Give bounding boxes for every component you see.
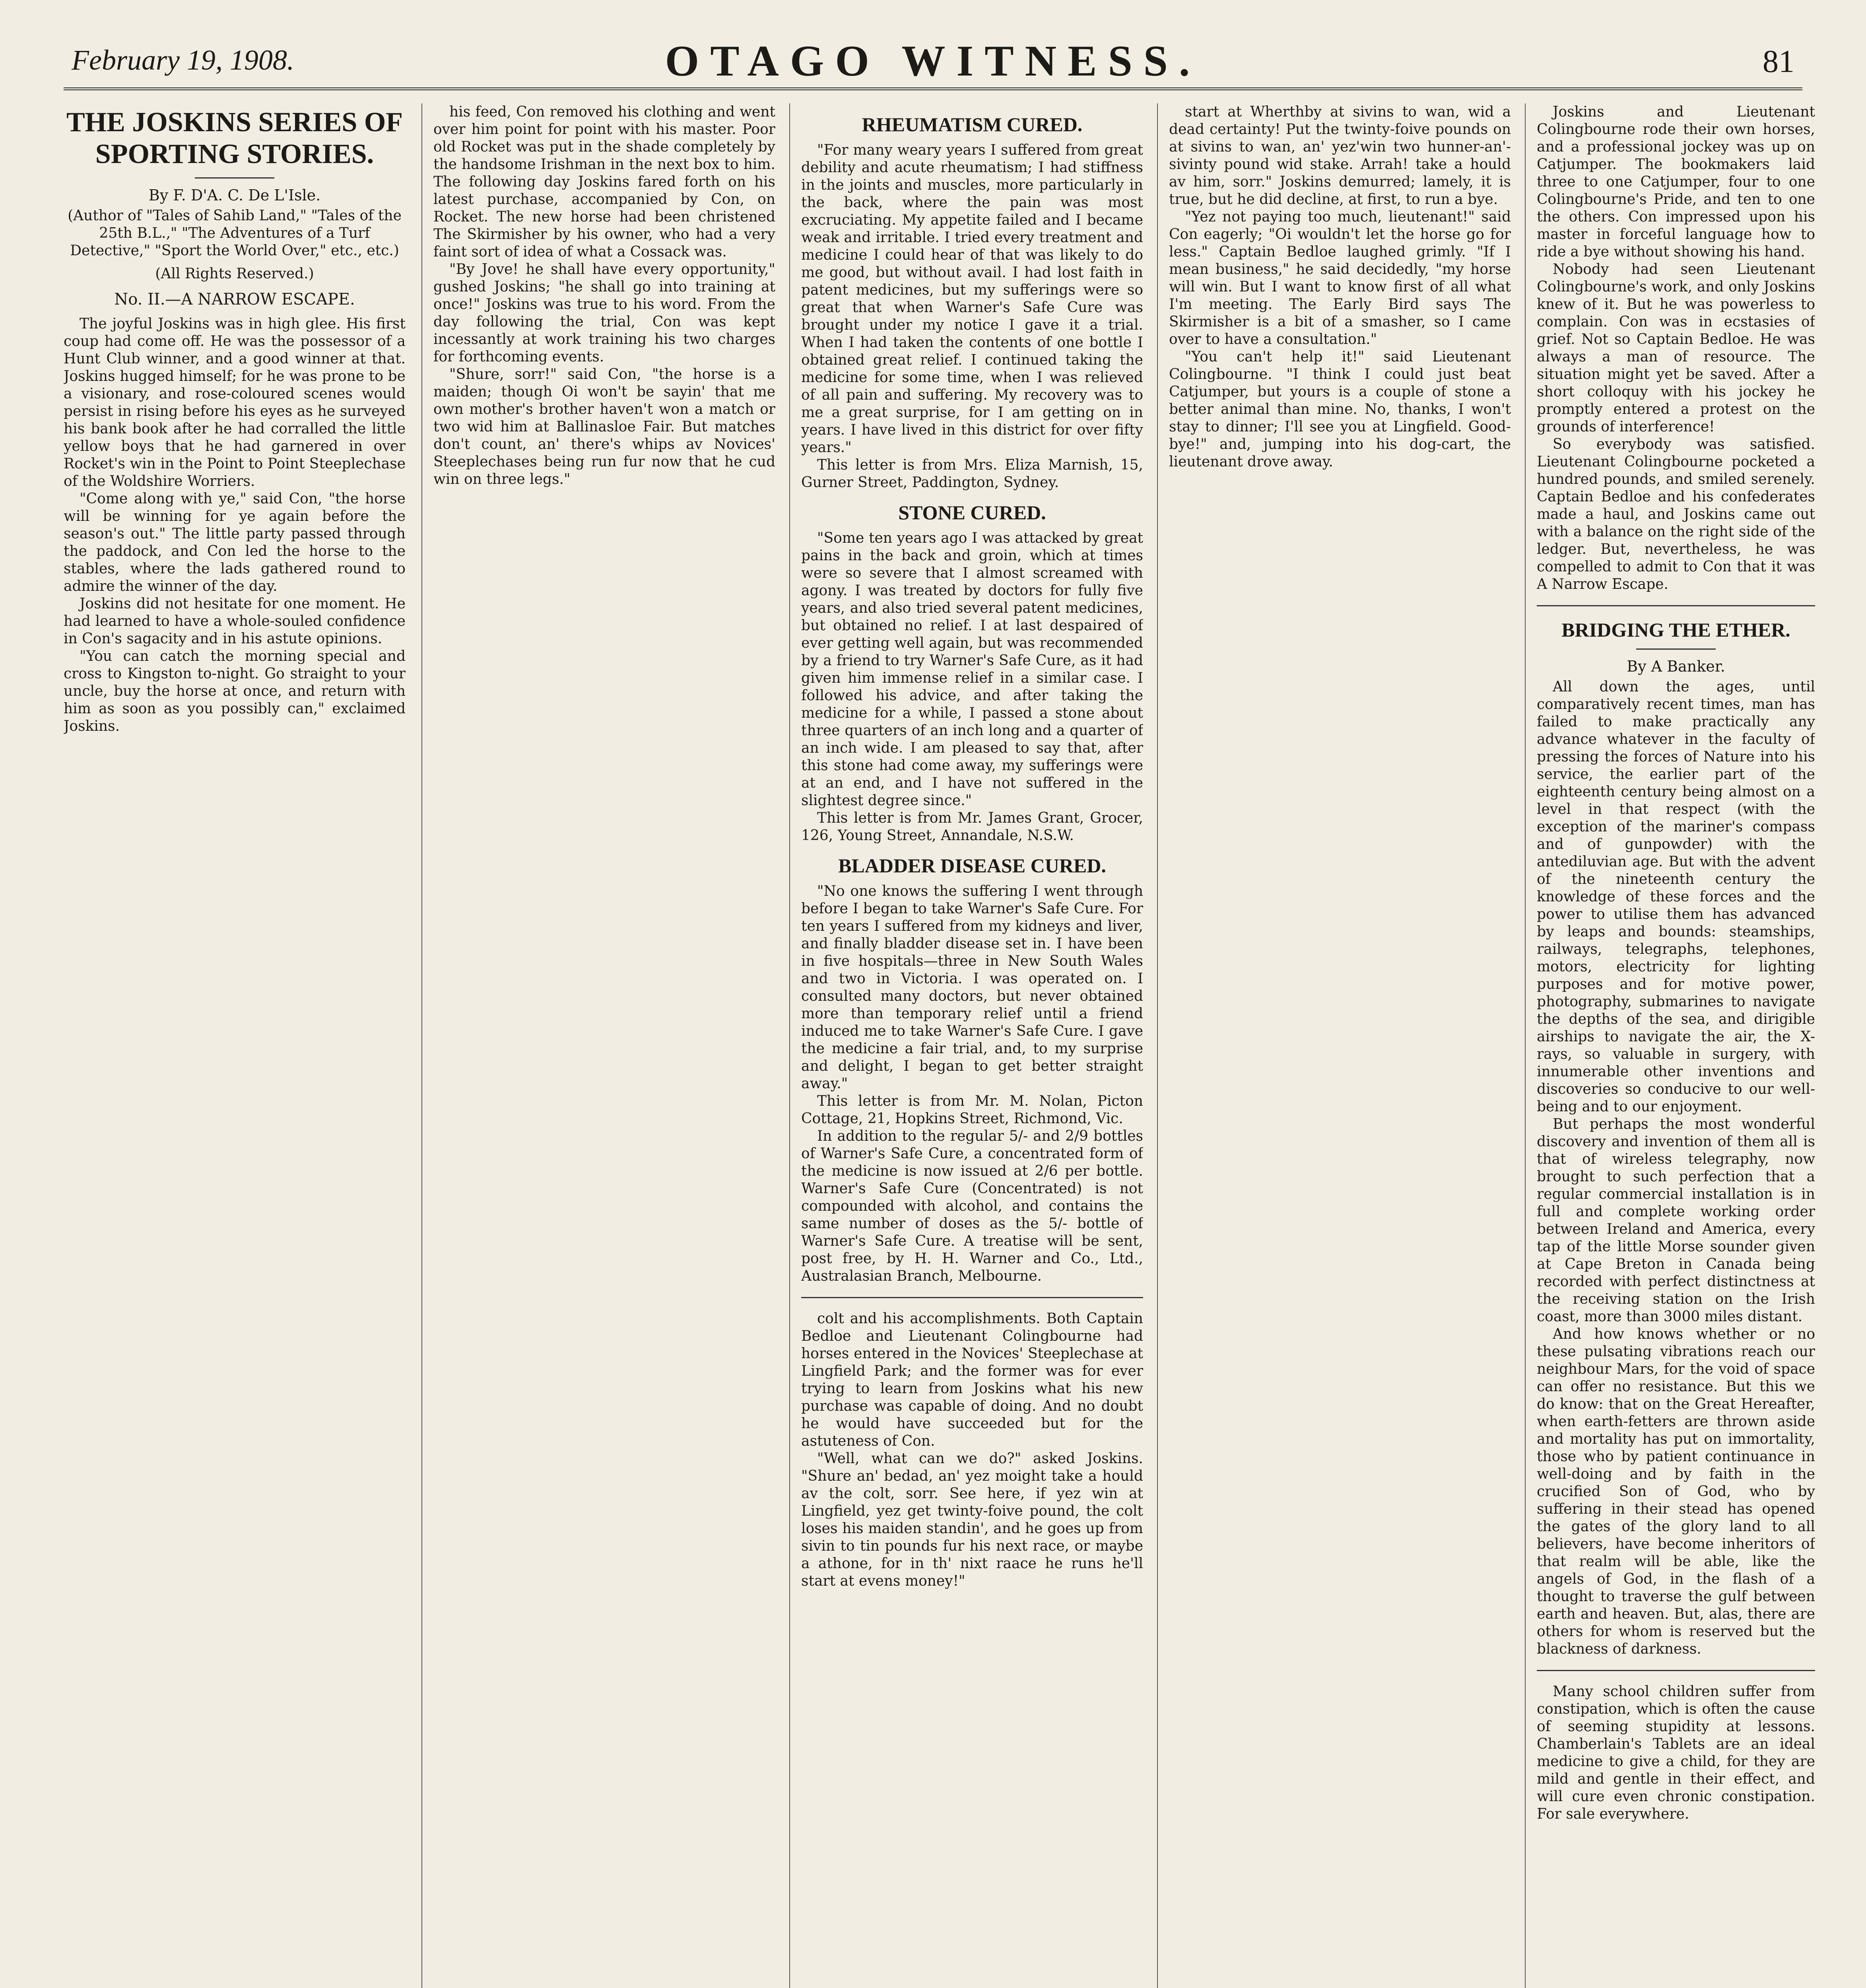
rights-note: (All Rights Reserved.) bbox=[155, 266, 314, 282]
article-byline: By A Banker. bbox=[1627, 658, 1725, 675]
article-paragraph: All down the ages, until comparatively recent times, man has failed to make practically any advance whatever in the faculty of pressing the forces of Nature into his service, the earlier part of the eighteenth century being almost on a level in that respect (with the exception of the mariner's compass and of gunpowder) with the antediluvian age. But with the advent of the nineteenth century the knowledge of these forces and the power to utilise them has advanced by leaps and bounds: steamships, railways, telegraphs, telephones, motors, electricity for lighting purposes and for motive power, photography, submarines to navigate the depths of the sea, and dirigible airships to navigate the air, the X-rays, so valuable in surgery, with innumerable other inventions and discoveries so conducive to our well-being and to our enjoyment. bbox=[1537, 679, 1815, 1115]
ad-paragraph: Many school children suffer from constipation, which is often the cause of seeming stupidity at lessons. Chamberlain's Tablets are an ideal medicine to give a child, for they are mild and gentle in their effect, and will cure even chronic constipation. For sale everywhere. bbox=[1537, 1683, 1815, 1822]
story-paragraph: Joskins did not hesitate for one moment. He had learned to have a whole-souled confidence in Con's sagacity and in his astute opinions. bbox=[64, 596, 406, 647]
ad-signature: This letter is from Mr. James Grant, Grocer, 126, Young Street, Annandale, N.S.W. bbox=[801, 810, 1143, 844]
story-paragraph: "You can't help it!" said Lieutenant Colingbourne. "I think I could just beat Catjumper, but yours is a couple of stone a better animal than mine. No, thanks, I won't stay to dinner; I'll see you at Lingfield. Good-bye!" and, jumping into his dog-cart, the lieutenant drove away. bbox=[1169, 349, 1511, 470]
divider bbox=[1636, 648, 1716, 650]
story-paragraph: his feed, Con removed his clothing and went over him point for point with his master. Poor old Rocket was put in the shade completely by the handsome Irishman in the next box to him. The following day Joskins fared forth on his latest purchase, accompanied by Con, on Rocket. The new horse had been christened The Skirmisher by his owner, who had a very faint sort of idea of what a Cossack was. bbox=[433, 104, 775, 260]
ad-signature: This letter is from Mrs. Eliza Marnish, 15, Gurner Street, Paddington, Sydney. bbox=[801, 457, 1143, 491]
article-paragraph: But perhaps the most wonderful discovery and invention of them all is that of wireless telegraphy, now brought to such perfection that a regular commercial installation is in full and complete working order between Ireland and America, every tap of the little Morse sounder given at Cape Breton in Canada being recorded with perfect distinctness at the receiving station on the Irish coast, more than 3000 miles distant. bbox=[1537, 1116, 1815, 1325]
column-4 bbox=[1169, 103, 1511, 1988]
column-rule bbox=[789, 103, 790, 1988]
author-note: (Author of "Tales of Sahib Land," "Tales of the 25th B.L.," "The Adventures of a Turf Detective," "Sport the World Over," etc., etc.) bbox=[68, 208, 402, 259]
story-paragraph: "Come along with ye," said Con, "the horse will be winning for ye again before the season's out." The little party passed through the paddock, and Con led the horse to the stables, where the lads gathered round to admire the winner of the day. bbox=[64, 491, 406, 594]
story-paragraph: "Yez not paying too much, lieutenant!" said Con eagerly; "Oi wouldn't let the horse go for less." Captain Bedloe laughed grimly. "If I mean business," he said decidedly, "my horse will win. But I want to know first of all what I'm meeting. The Early Bird says The Skirmisher is a bit of a smasher, so I came over to have a consultation." bbox=[1169, 209, 1511, 348]
ad-paragraph: "For many weary years I suffered from great debility and acute rheumatism; I had stiffness in the joints and muscles, more particularly in the back, where the pain was most excruciating. My appetite failed and I became weak and irritable. I tried every treatment and medicine I could hear of that was likely to do me good, but without avail. I had lost faith in patent medicines, but my sufferings were so great that when Warner's Safe Cure was brought under my notice I gave it a trial. When I had taken the contents of one bottle I obtained great relief. I continued taking the medicine for some time, when I was relieved of all pain and suffering. My recovery was to me a great surprise, for I am getting on in years. I have lived in this district for over fifty years." bbox=[801, 142, 1143, 456]
divider bbox=[801, 1297, 1143, 1298]
story-paragraph: "You can catch the morning special and cross to Kingston to-night. Go straight to your uncle, buy the horse at once, and return with him as soon as you possibly can," exclaimed Joskins. bbox=[64, 648, 406, 734]
divider bbox=[195, 177, 274, 179]
ad-paragraph: "Some ten years ago I was attacked by great pains in the back and groin, which at times were so severe that I almost screamed with agony. I was treated by doctors for fully five years, and also tried several patent medicines, but obtained no relief. I at last despaired of ever getting well again, but was recommended by a friend to try Warner's Safe Cure, as it had given him immense relief in a similar case. I followed his advice, and after taking the medicine for a while, I passed a stone about three quarters of an inch long and a quarter of an inch wide. I am pleased to say that, after this stone had come away, my sufferings were at an end, and I have not suffered in the slightest degree since." bbox=[801, 530, 1143, 809]
column-rule bbox=[1157, 103, 1158, 1988]
divider bbox=[1537, 1670, 1815, 1671]
story-paragraph: Joskins and Lieutenant Colingbourne rode their own horses, and a professional jockey was up on Catjumper. The bookmakers laid three to one Catjumper, four to one Colingbourne's Pride, and ten to one the others. Con impressed upon his master in forceful language how to ride a bye without showing his hand. bbox=[1537, 104, 1815, 260]
column-3 bbox=[801, 103, 1143, 1988]
story-title: THE JOSKINS SERIES OF SPORTING STORIES. bbox=[66, 107, 403, 169]
page-number: 81 bbox=[1763, 44, 1794, 79]
story-paragraph: colt and his accomplishments. Both Captain Bedloe and Lieutenant Colingbourne had horses entered in the Novices' Steeplechase at Lingfield Park; and the former was for ever trying to learn from Joskins what his new purchase was capable of doing. And no doubt he would have succeeded but for the astuteness of Con. bbox=[801, 1310, 1143, 1449]
ad-paragraph: In addition to the regular 5/- and 2/9 bottles of Warner's Safe Cure, a concentrated form of the medicine is now issued at 2/6 per bottle. Warner's Safe Cure (Concentrated) is not compounded with alcohol, and contains the same number of doses as the 5/- bottle of Warner's Safe Cure. A treatise will be sent, post free, by H. H. Warner and Co., Ltd., Australasian Branch, Melbourne. bbox=[801, 1128, 1143, 1284]
story-byline: By F. D'A. C. De L'Isle. bbox=[148, 186, 321, 204]
newspaper-title: OTAGO WITNESS. bbox=[665, 37, 1201, 85]
divider bbox=[1537, 605, 1815, 606]
story-paragraph: start at Wherthby at sivins to wan, wid a dead certainty! Put the twinty-foive pounds on at sivins to wan, an' yez'win two hunner-an'-sivinty pound wid stake. Arrah! take a hould av him, sorr." Joskins demurred; lamely, it is true, but he did decline, at first, to run a bye. bbox=[1169, 104, 1511, 208]
story-paragraph: "By Jove! he shall have every opportunity," gushed Joskins; "he shall go into training at once!" Joskins was true to his word. From the day following the trial, Con was kept incessantly at work training his two charges for forthcoming events. bbox=[433, 261, 775, 365]
issue-date: February 19, 1908. bbox=[72, 44, 294, 76]
column-rule bbox=[1525, 103, 1526, 1988]
column-rule bbox=[421, 103, 422, 1988]
ad-paragraph: "No one knows the suffering I went through before I began to take Warner's Safe Cure. For ten years I suffered from my kidneys and liver, and finally bladder disease set in. I have been in five hospitals—three in New South Wales and two in Victoria. I was operated on. I consulted many doctors, but never obtained more than temporary relief until a friend induced me to take Warner's Safe Cure. I gave the medicine a fair trial, and, to my surprise and delight, I began to get better straight away." bbox=[801, 883, 1143, 1092]
masthead bbox=[64, 28, 1802, 90]
story-paragraph: So everybody was satisfied. Lieutenant Colingbourne pocketed a hundred pounds, and smiled serenely. Captain Bedloe and his confederates made a haul, and Joskins came out with a balance on the right side of the ledger. But, nevertheless, he was compelled to admit to Con that it was A Narrow Escape. bbox=[1537, 436, 1815, 592]
story-paragraph: Nobody had seen Lieutenant Colingbourne's work, and only Joskins knew of it. But he was powerless to complain. Con was in ecstasies of grief. Not so Captain Bedloe. He was always a man of resource. The situation might yet be saved. After a short colloquy with his jockey he promptly entered a protest on the grounds of interference! bbox=[1537, 261, 1815, 435]
column-2 bbox=[433, 103, 775, 1988]
article-paragraph: And how knows whether or no these pulsating vibrations reach our neighbour Mars, for the void of space can offer no resistance. But this we do know: that on the Great Hereafter, when earth-fetters are thrown aside and mortality has put on immortality, those who by patient continuance in well-doing and by faith in the crucified Son of God, who by suffering in their stead has opened the gates of the glory land to all believers, have become inheritors of that realm will be able, like the angels of God, in the flash of a thought to traverse the gulf between earth and heaven. But, alas, there are others for whom is reserved but the blackness of darkness. bbox=[1537, 1326, 1815, 1657]
ad-heading: STONE CURED. bbox=[898, 501, 1046, 524]
story-paragraph: "Shure, sorr!" said Con, "the horse is a maiden; though Oi won't be sayin' that me own mother's brother haven't won a match or two wid him at Ballinasloe Fair. But matches don't count, an' there's whips av Novices' Steeplechases being run fur now that he cud win on three legs." bbox=[433, 366, 775, 487]
story-paragraph: "Well, what can we do?" asked Joskins. "Shure an' bedad, an' yez moight take a hould av the colt, sorr. See here, if yez win at Lingfield, yez get twinty-foive pound, the colt loses his maiden standin', and he goes up from sivin to tin pounds fur his next race, or maybe a athone, for in th' nixt raace he runs he'll start at evens money!" bbox=[801, 1450, 1143, 1589]
ad-heading: BLADDER DISEASE CURED. bbox=[838, 854, 1106, 877]
ad-signature: This letter is from Mr. M. Nolan, Picton Cottage, 21, Hopkins Street, Richmond, Vic. bbox=[801, 1093, 1143, 1127]
ad-heading: RHEUMATISM CURED. bbox=[862, 113, 1083, 136]
column-1 bbox=[64, 103, 406, 1988]
story-paragraph: The joyful Joskins was in high glee. His first coup had come off. He was the possessor of a Hunt Club winner, and a good winner at that. Joskins hugged himself; for he was prone to be a visionary, and rose-coloured scenes would persist in rising before his eyes as he surveyed his bank book after he had corralled the little yellow boys that he had garnered in over Rocket's win in the Point to Point Steeplechase of the Woldshire Worriers. bbox=[64, 316, 406, 489]
article-title: BRIDGING THE ETHER. bbox=[1561, 619, 1790, 641]
chapter-heading: No. II.—A NARROW ESCAPE. bbox=[114, 290, 355, 309]
column-5 bbox=[1537, 103, 1815, 1988]
